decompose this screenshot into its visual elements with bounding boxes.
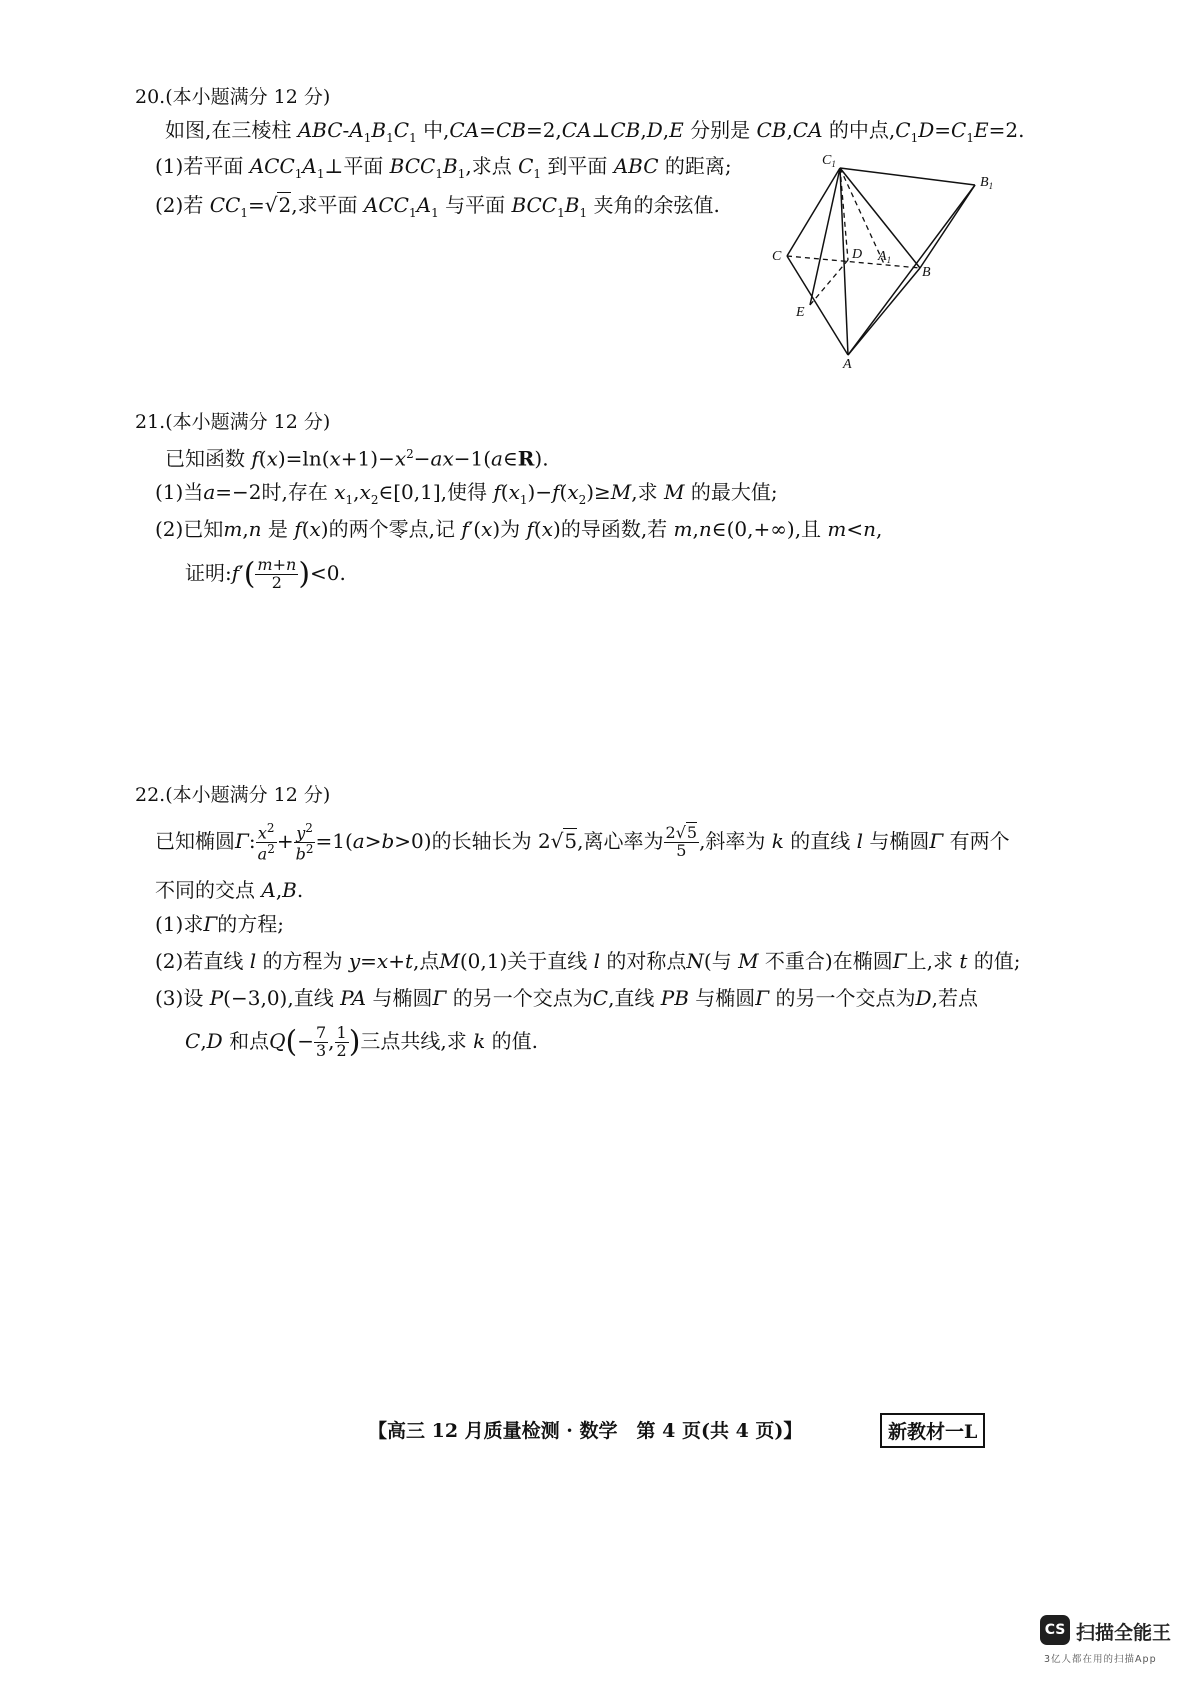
q22-part2: (2)若直线 l 的方程为 y=x+t,点M(0,1)关于直线 l 的对称点N(与 M 不重合)在椭圆Γ上,求 t 的值; (155, 949, 1021, 973)
watermark-name: 扫描全能王 (1076, 1622, 1172, 1644)
q22-part1: (1)求Γ的方程; (155, 912, 284, 936)
label-e: E (796, 305, 805, 320)
label-c1: $C_1$ (822, 153, 836, 169)
q21-intro: 已知函数 $f(x)=\ln(x+1)-x^2-ax-1(a\in R)$. (165, 446, 549, 471)
q21-proof: 证明:f′( $\frac{m+n}{2}$ )<0. (185, 555, 346, 592)
q20-intro: 如图,在三棱柱 ABC-$A_1B_1C_1$ 中,CA=CB=2,CA⊥CB,D,E 分别是 CB,CA 的中点$,C_1D=C_1E=2$. (165, 118, 1025, 145)
edge-b-a (848, 268, 920, 355)
prism-figure (770, 150, 1070, 370)
label-a1: $A_1$ (878, 249, 892, 265)
watermark-slogan: 3亿人都在用的扫描App (1044, 1654, 1157, 1665)
page-footer: 【高三 12 月质量检测 · 数学 第 4 页(共 4 页)】 (368, 1420, 803, 1442)
q20-part2: (2)若 $CC_1=√2$,求平面 $ACC_1A_1$ 与平面 $BCC_1B_1$ 夹角的余弦值. (155, 193, 720, 220)
camscanner-logo-icon: CS (1040, 1615, 1070, 1645)
label-b: B (922, 265, 931, 280)
label-a: A (843, 357, 852, 370)
label-b1: $B_1$ (980, 175, 994, 191)
edge-b1-b (920, 185, 975, 268)
q22-header: 22.(本小题满分 12 分) (135, 784, 331, 806)
edition-tag: 新教材一L (880, 1413, 985, 1448)
q22-part3: (3)设 P(−3,0),直线 PA 与椭圆Γ 的另一个交点为C,直线 PB 与椭圆Γ 的另一个交点为D,若点 (155, 986, 978, 1010)
edge-c1-b1 (840, 168, 975, 185)
edge-b1-a (848, 185, 975, 355)
q22-intro: 已知椭圆Γ: $\frac{x^2}{a^2}$ + $\frac{y^2}{b^2}$ =1(a>b>0)的长轴长为 2√5,离心率为 $\frac{2√5}{5}$ ,斜率为 k 的直线 l 与椭圆Γ 有两个 (155, 821, 1010, 864)
edge-c1-e (810, 168, 840, 305)
q20-part1: (1)若平面 $ACC_1A_1\perp$平面 $BCC_1B_1$,求点 $C_1$ 到平面 ABC 的距离; (155, 154, 732, 181)
q21-header: 21.(本小题满分 12 分) (135, 411, 331, 433)
q20-header: 20.(本小题满分 12 分) (135, 86, 331, 108)
q22-intro-line2: 不同的交点 A,B. (155, 878, 304, 902)
edge-e-d-hidden (810, 260, 848, 305)
label-c: C (772, 249, 782, 264)
label-d: D (852, 247, 863, 262)
edge-c1-c (787, 168, 840, 256)
q21-part1: (1)当a=−2时,存在 $x_1,x_2\in[0,1]$,使得 $f(x_1)-f(x_2)\ge M$,求 M 的最大值; (155, 480, 778, 507)
q22-part3-line2: C,D 和点Q(− $\frac{7}{3}$ , $\frac{1}{2}$ )三点共线,求 k 的值. (185, 1023, 538, 1060)
q21-part2: (2)已知m,n 是 f(x)的两个零点,记 f′(x)为 f(x)的导函数,若 m,n∈(0,+∞),且 m<n, (155, 517, 883, 541)
